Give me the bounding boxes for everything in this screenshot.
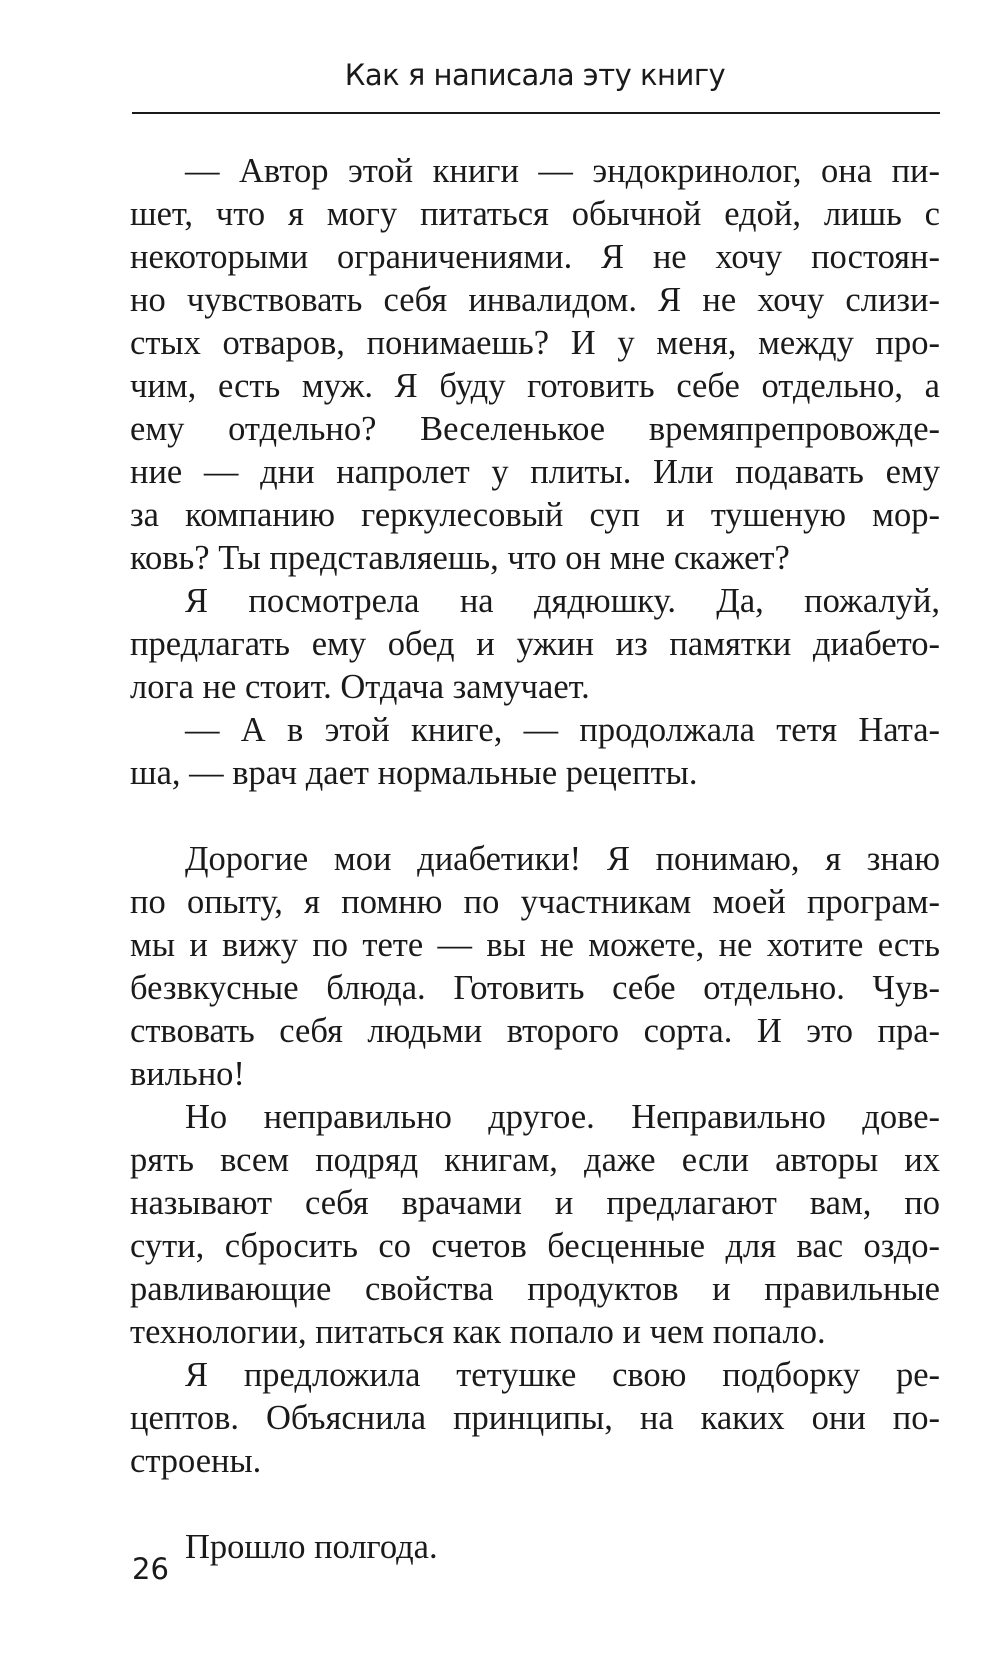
section-gap: [130, 1483, 940, 1526]
text-line: ша, — врач дает нормальные рецепты.: [130, 754, 698, 792]
text-line: ние — дни напролет у плиты. Или подавать ему: [130, 453, 940, 491]
text-line: мы и вижу по тете — вы не можете, не хотите есть: [130, 926, 940, 964]
text-line: Я предложила тетушке свою подборку ре-: [185, 1356, 940, 1394]
text-line: строены.: [130, 1442, 262, 1480]
text-line: называют себя врачами и предлагают вам, по: [130, 1184, 940, 1222]
section-gap: [130, 795, 940, 838]
text-line: лога не стоит. Отдача замучает.: [130, 668, 590, 706]
paragraph: [130, 1526, 940, 1569]
header-rule: [132, 112, 940, 114]
text-line: вильно!: [130, 1055, 245, 1093]
text-line: Дорогие мои диабетики! Я понимаю, я знаю: [185, 840, 940, 878]
text-line: — Автор этой книги — эндокринолог, она пи-: [185, 152, 940, 190]
paragraph: [130, 150, 940, 580]
paragraph: [130, 1096, 940, 1354]
paragraph: [130, 838, 940, 1096]
page-number: 26: [132, 1552, 169, 1586]
text-line: технологии, питаться как попало и чем попало.: [130, 1313, 826, 1351]
text-line: стых отваров, понимаешь? И у меня, между про-: [130, 324, 940, 362]
text-line: ему отдельно? Веселенькое времяпрепровожде-: [130, 410, 940, 448]
text-line: безвкусные блюда. Готовить себе отдельно. Чув-: [130, 969, 940, 1007]
text-line: но чувствовать себя инвалидом. Я не хочу слизи-: [130, 281, 940, 319]
paragraph: [130, 580, 940, 709]
text-line: по опыту, я помню по участникам моей програм-: [130, 883, 940, 921]
text-line: — А в этой книге, — продолжала тетя Ната-: [185, 711, 940, 749]
running-header: Как я написала эту книгу: [344, 58, 726, 92]
paragraph: [130, 1354, 940, 1483]
text-line: ствовать себя людьми второго сорта. И это пра-: [130, 1012, 940, 1050]
text-line: Но неправильно другое. Неправильно дове-: [185, 1098, 940, 1136]
text-line: за компанию геркулесовый суп и тушеную мор-: [130, 496, 940, 534]
text-line: чим, есть муж. Я буду готовить себе отдельно, а: [130, 367, 940, 405]
paragraph: [130, 709, 940, 795]
text-line: рять всем подряд книгам, даже если авторы их: [130, 1141, 940, 1179]
text-line: цептов. Объяснила принципы, на каких они по-: [130, 1399, 940, 1437]
text-line: равливающие свойства продуктов и правильные: [130, 1270, 940, 1308]
text-line: Прошло полгода.: [185, 1528, 438, 1566]
text-line: ковь? Ты представляешь, что он мне скажет?: [130, 539, 790, 577]
text-line: Я посмотрела на дядюшку. Да, пожалуй,: [185, 582, 940, 620]
text-line: предлагать ему обед и ужин из памятки диабето-: [130, 625, 940, 663]
body-text: [130, 150, 940, 1569]
text-line: сути, сбросить со счетов бесценные для вас оздо-: [130, 1227, 940, 1265]
text-line: некоторыми ограничениями. Я не хочу постоян-: [130, 238, 940, 276]
text-line: шет, что я могу питаться обычной едой, лишь с: [130, 195, 940, 233]
